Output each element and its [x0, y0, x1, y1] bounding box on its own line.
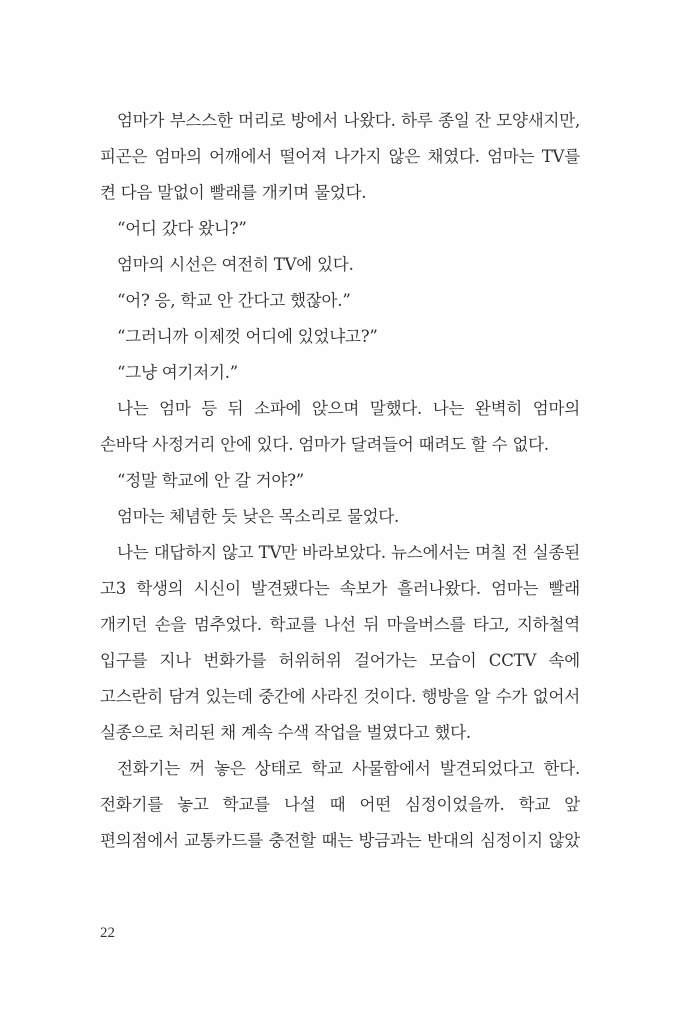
dialogue-line: “그냥 여기저기.”	[117, 363, 238, 382]
paragraph: 나는 엄마 등 뒤 소파에 앉으며 말했다. 나는 완벽히 엄마의 손바닥 사정거리 안에 있다. 엄마가 달려들어 때려도 할 수 없다.	[100, 399, 580, 454]
paragraph-continued: 전화기는 꺼 놓은 상태로 학교 사물함에서 발견되었다고 한다. 전화기를 놓고 학교를 나설 때 어떤 심정이었을까. 학교 앞 편의점에서 교통카드를 충전할 때는 방금과는 반대의 심정이지 않았	[100, 759, 580, 850]
paragraph: 엄마의 시선은 여전히 TV에 있다.	[117, 255, 354, 274]
paragraph: 엄마가 부스스한 머리로 방에서 나왔다. 하루 종일 잔 모양새지만, 피곤은 엄마의 어깨에서 떨어져 나가지 않은 채였다. 엄마는 TV를 켠 다음 말없이 빨래를 개키며 물었다.	[100, 111, 580, 202]
dialogue-line: “정말 학교에 안 갈 거야?”	[117, 471, 304, 490]
page-number: 22	[100, 925, 115, 941]
dialogue-line: “어? 응, 학교 안 간다고 했잖아.”	[117, 291, 351, 310]
body-text	[100, 103, 580, 859]
dialogue-line: “어디 갔다 왔니?”	[117, 219, 247, 238]
paragraph: 나는 대답하지 않고 TV만 바라보았다. 뉴스에서는 며칠 전 실종된 고3 학생의 시신이 발견됐다는 속보가 흘러나왔다. 엄마는 빨래 개키던 손을 멈추었다. 학교를 나선 뒤 마을버스를 타고, 지하철역 입구를 지나 번화가를 허위허위 걸어가는 모습이 CCTV 속에 고스란히 담겨 있는데 중간에 사라진 것이다. 행방을 알 수가 없어서 실종으로 처리된 채 계속 수색 작업을 벌였다고 했다.	[100, 543, 580, 742]
paragraph: 엄마는 체념한 듯 낮은 목소리로 물었다.	[117, 507, 400, 526]
dialogue-line: “그러니까 이제껏 어디에 있었냐고?”	[117, 327, 378, 346]
